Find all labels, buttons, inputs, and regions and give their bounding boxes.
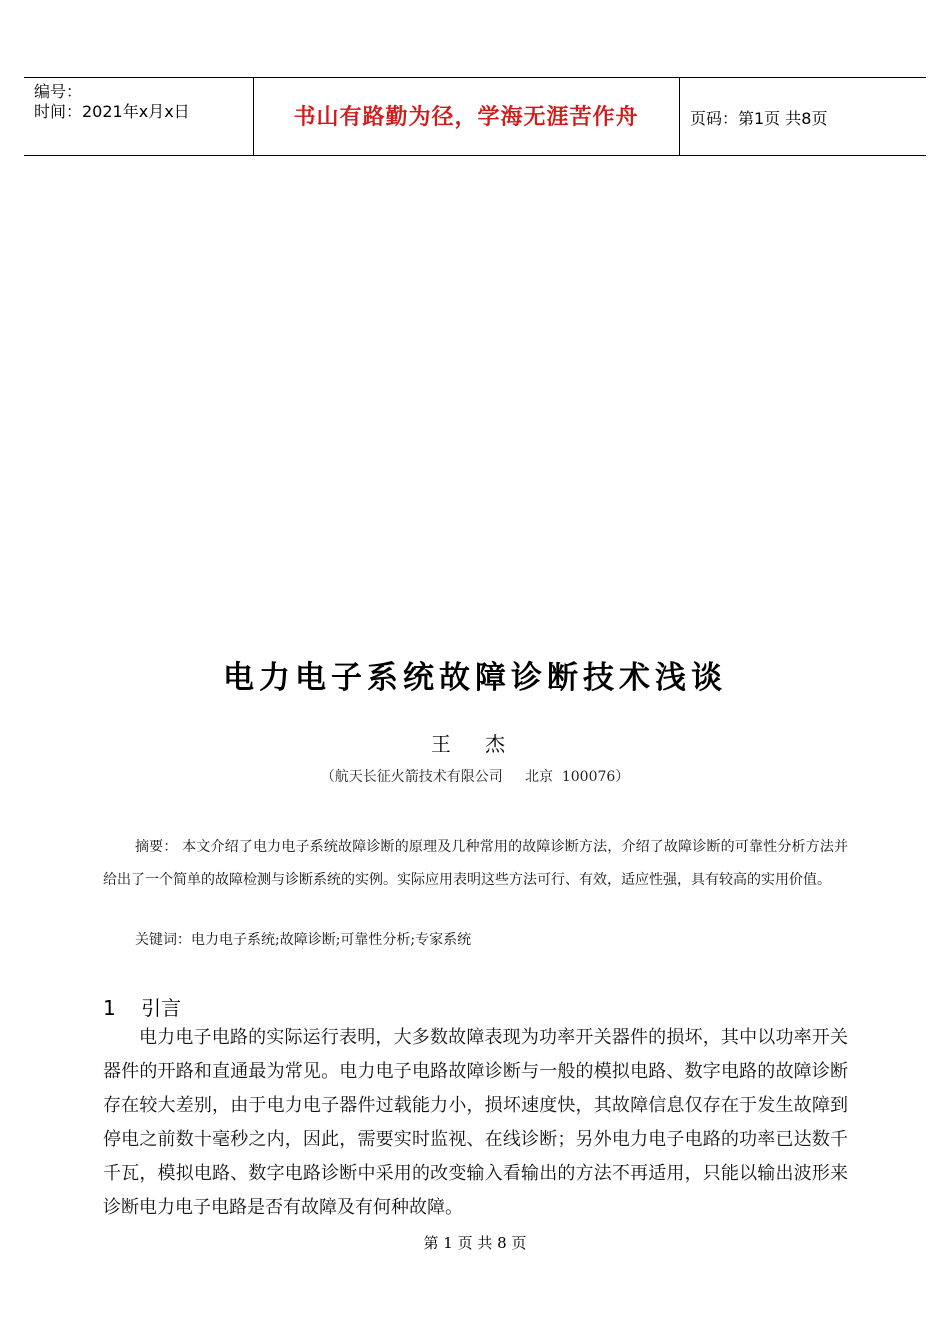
article-title: 电力电子系统故障诊断技术浅谈 xyxy=(223,660,727,696)
keywords-label: 关键词： xyxy=(135,932,191,948)
header-page-info: 页码：第1页 共8页 xyxy=(690,109,828,128)
header-divider xyxy=(679,78,680,155)
page-footer: 第 1 页 共 8 页 xyxy=(423,1234,527,1252)
document-number-label: 编号： xyxy=(34,82,83,101)
header-meta xyxy=(34,82,190,122)
section-heading: 1 引言 xyxy=(103,996,182,1020)
article-author: 王 杰 xyxy=(430,732,520,756)
abstract-label: 摘要： xyxy=(135,839,178,855)
page-header xyxy=(24,77,926,156)
document-time-label: 时间：2021年x月x日 xyxy=(34,102,190,121)
keywords-line xyxy=(135,929,471,949)
header-motto: 书山有路勤为径，学海无涯苦作舟 xyxy=(293,105,639,130)
abstract-paragraph xyxy=(103,831,848,897)
keywords-text: 电力电子系统;故障诊断;可靠性分析;专家系统 xyxy=(191,932,472,948)
section-body: 电力电子电路的实际运行表明，大多数故障表现为功率开关器件的损坏，其中以功率开关器件的开路和直通最为常见。电力电子电路故障诊断与一般的模拟电路、数字电路的故障诊断存在较大差别，由于电力电子器件过载能力小，损坏速度快，其故障信息仅存在于发生故障到停电之前数十毫秒之内，因此，需要实时监视、在线诊断；另外电力电子电路的功率已达数千千瓦，模拟电路、数字电路诊断中采用的改变输入看输出的方法不再适用，只能以输出波形来诊断电力电子电路是否有故障及有何种故障。 xyxy=(103,1027,848,1218)
abstract-text: 本文介绍了电力电子系统故障诊断的原理及几种常用的故障诊断方法，介绍了故障诊断的可靠性分析方法并给出了一个简单的故障检测与诊断系统的实例。实际应用表明这些方法可行、有效，适应性强，具有较高的实用价值。 xyxy=(103,839,849,888)
article-affiliation: （航天长征火箭技术有限公司 北京 100076） xyxy=(320,769,630,785)
